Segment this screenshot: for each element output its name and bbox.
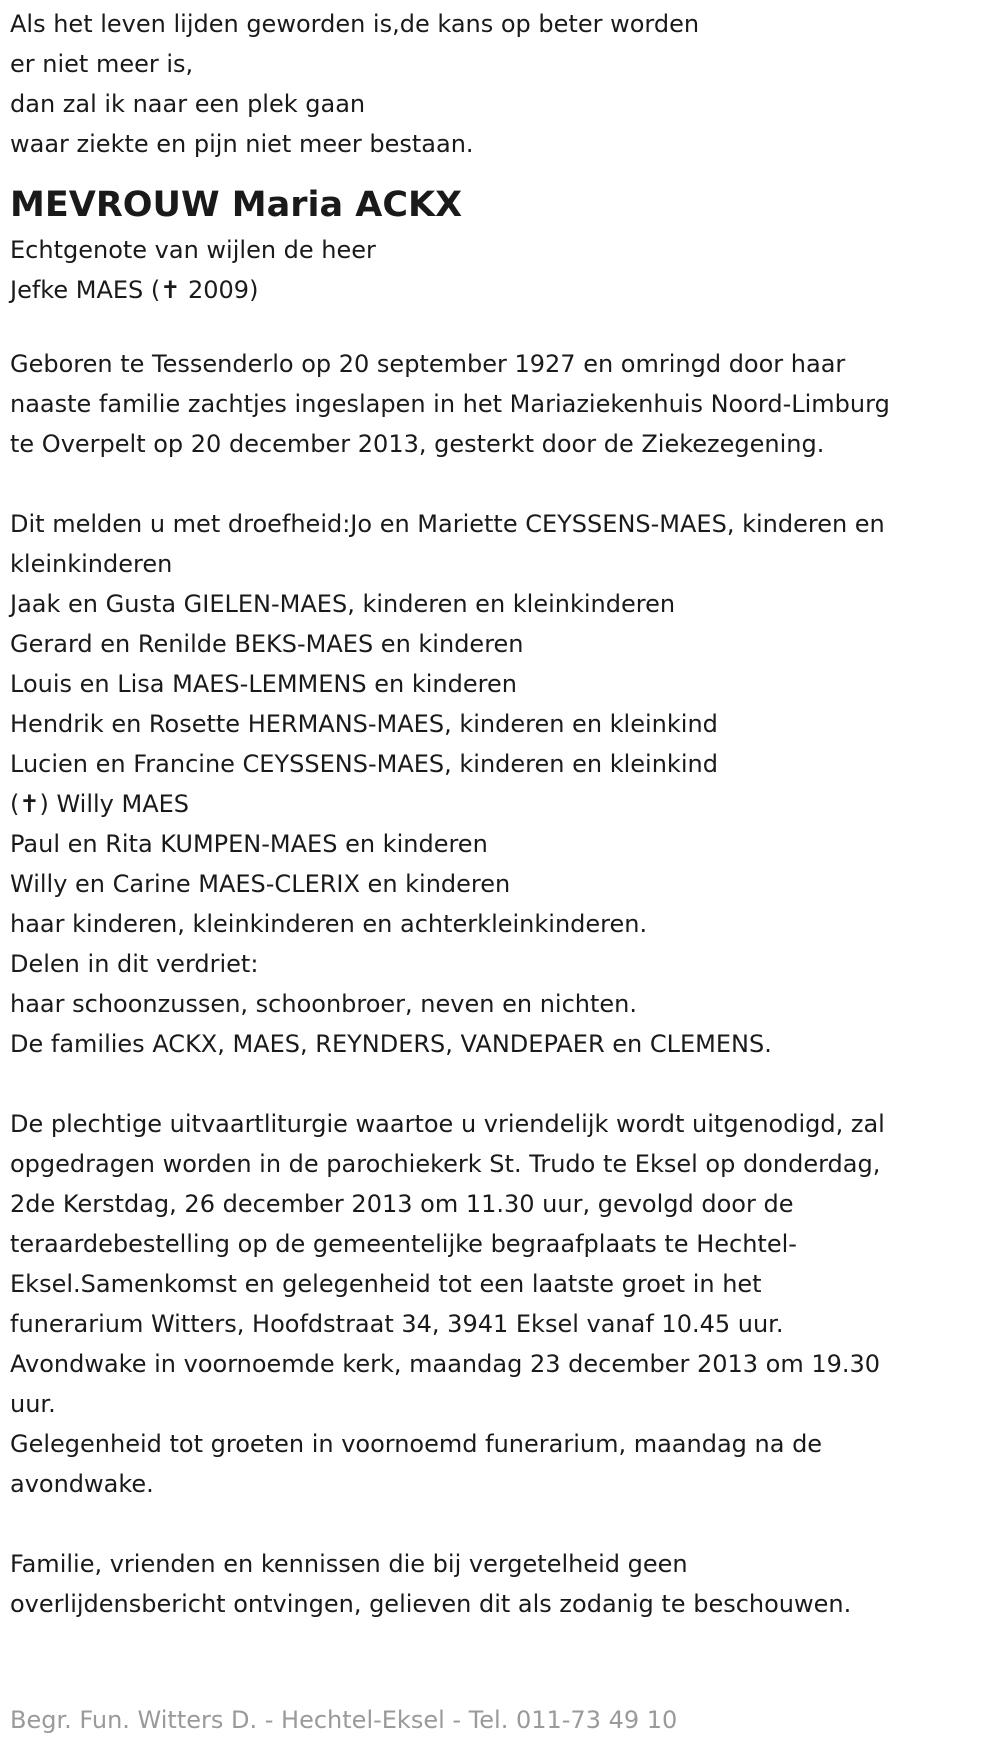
mourner-line: Louis en Lisa MAES-LEMMENS en kinderen	[10, 670, 517, 698]
spouse-info	[10, 230, 995, 310]
closing-line: overlijdensbericht ontvingen, gelieven dit als zodanig te beschouwen.	[10, 1590, 852, 1618]
mourners-list	[10, 504, 995, 1064]
funeral-line: 2de Kerstdag, 26 december 2013 om 11.30 uur, gevolgd door de	[10, 1190, 794, 1218]
birth-death-line: naaste familie zachtjes ingeslapen in het Mariaziekenhuis Noord-Limburg	[10, 390, 890, 418]
mourner-line: haar schoonzussen, schoonbroer, neven en nichten.	[10, 990, 637, 1018]
mourner-line: Paul en Rita KUMPEN-MAES en kinderen	[10, 830, 488, 858]
deceased-name: MEVROUW Maria ACKX	[10, 185, 463, 225]
funeral-line: teraardebestelling op de gemeentelijke begraafplaats te Hechtel-	[10, 1230, 797, 1258]
closing-line: Familie, vrienden en kennissen die bij vergetelheid geen	[10, 1550, 688, 1578]
funeral-line: Gelegenheid tot groeten in voornoemd funerarium, maandag na de	[10, 1430, 823, 1458]
mourner-line: (✝) Willy MAES	[10, 790, 190, 818]
funeral-line: Avondwake in voornoemde kerk, maandag 23 december 2013 om 19.30	[10, 1350, 881, 1378]
funeral-line: avondwake.	[10, 1470, 154, 1498]
funeral-line: Eksel.Samenkomst en gelegenheid tot een laatste groet in het	[10, 1270, 762, 1298]
birth-death-paragraph	[10, 344, 995, 464]
mourner-line: Hendrik en Rosette HERMANS-MAES, kinderen en kleinkind	[10, 710, 718, 738]
mourner-line: kleinkinderen	[10, 550, 173, 578]
mourner-line: Delen in dit verdriet:	[10, 950, 259, 978]
spouse-line: Echtgenote van wijlen de heer	[10, 236, 376, 264]
closing-paragraph	[10, 1544, 995, 1624]
funeral-line: opgedragen worden in de parochiekerk St. Trudo te Eksel op donderdag,	[10, 1150, 881, 1178]
mourner-line: Gerard en Renilde BEKS-MAES en kinderen	[10, 630, 524, 658]
funeral-paragraph	[10, 1104, 995, 1504]
poem-line: Als het leven lijden geworden is,de kans op beter worden	[10, 10, 700, 38]
mourner-line: Lucien en Francine CEYSSENS-MAES, kinderen en kleinkind	[10, 750, 718, 778]
birth-death-line: Geboren te Tessenderlo op 20 september 1927 en omringd door haar	[10, 350, 846, 378]
mourner-line: Willy en Carine MAES-CLERIX en kinderen	[10, 870, 511, 898]
mourner-line: De families ACKX, MAES, REYNDERS, VANDEPAER en CLEMENS.	[10, 1030, 772, 1058]
mourner-line: haar kinderen, kleinkinderen en achterkleinkinderen.	[10, 910, 648, 938]
funeral-line: uur.	[10, 1390, 56, 1418]
spouse-line: Jefke MAES (✝ 2009)	[10, 276, 259, 304]
poem	[10, 4, 995, 164]
funeral-line: funerarium Witters, Hoofdstraat 34, 3941 Eksel vanaf 10.45 uur.	[10, 1310, 784, 1338]
poem-line: waar ziekte en pijn niet meer bestaan.	[10, 130, 474, 158]
obituary-notice	[10, 4, 995, 1624]
birth-death-line: te Overpelt op 20 december 2013, gesterkt door de Ziekezegening.	[10, 430, 825, 458]
poem-line: er niet meer is,	[10, 50, 194, 78]
poem-line: dan zal ik naar een plek gaan	[10, 90, 366, 118]
mourner-line: Jaak en Gusta GIELEN-MAES, kinderen en kleinkinderen	[10, 590, 676, 618]
mourner-line: Dit melden u met droefheid:Jo en Mariette CEYSSENS-MAES, kinderen en	[10, 510, 885, 538]
funeral-home-footer: Begr. Fun. Witters D. - Hechtel-Eksel - Tel. 011-73 49 10	[10, 1706, 678, 1734]
funeral-line: De plechtige uitvaartliturgie waartoe u vriendelijk wordt uitgenodigd, zal	[10, 1110, 885, 1138]
